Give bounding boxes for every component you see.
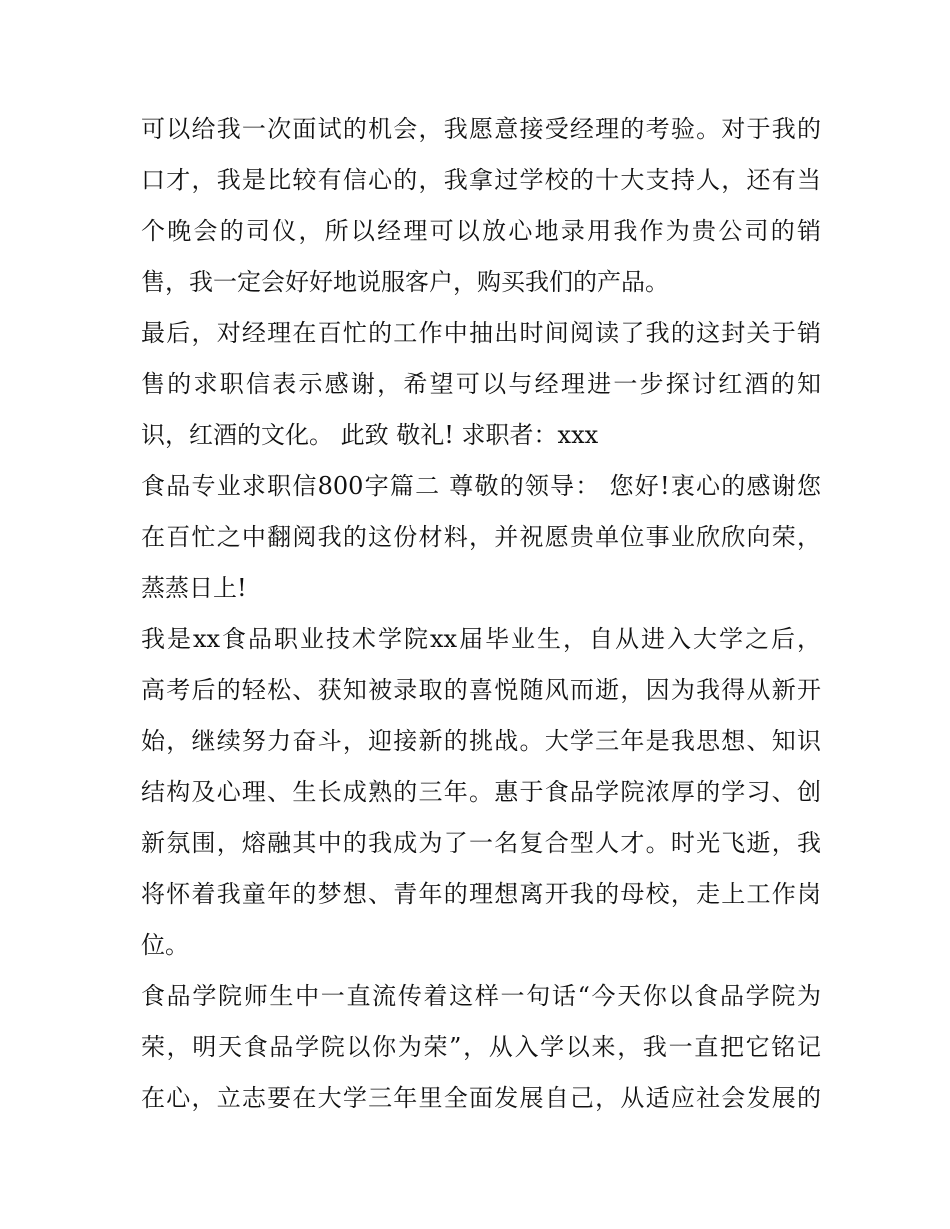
text-line: 荣，明天食品学院以你为荣”，从入学以来，我一直把它铭记 (141, 1033, 821, 1061)
text-line: 识，红酒的文化。 此致 敬礼! 求职者：xxx (141, 421, 599, 449)
text-line: 我是xx食品职业技术学院xx届毕业生，自从进入大学之后， (141, 625, 821, 653)
text-line: 食品学院师生中一直流传着这样一句话“今天你以食品学院为 (141, 982, 821, 1010)
text-line: 始，继续努力奋斗，迎接新的挑战。大学三年是我思想、知识 (141, 727, 821, 755)
text-line: 食品专业求职信800字篇二 尊敬的领导： 您好!衷心的感谢您 (141, 472, 821, 500)
text-line: 最后，对经理在百忙的工作中抽出时间阅读了我的这封关于销 (141, 319, 821, 347)
text-line: 在心，立志要在大学三年里全面发展自己，从适应社会发展的 (141, 1084, 821, 1112)
text-line: 将怀着我童年的梦想、青年的理想离开我的母校，走上工作岗 (141, 880, 821, 908)
text-line: 蒸蒸日上! (141, 574, 247, 602)
text-line: 位。 (141, 931, 189, 959)
text-line: 售的求职信表示感谢，希望可以与经理进一步探讨红酒的知 (141, 370, 821, 398)
text-line: 新氛围，熔融其中的我成为了一名复合型人才。时光飞逝，我 (141, 829, 821, 857)
document-body (141, 104, 821, 1124)
text-line: 口才，我是比较有信心的，我拿过学校的十大支持人，还有当 (141, 166, 821, 194)
text-line: 售，我一定会好好地说服客户，购买我们的产品。 (141, 268, 669, 296)
text-line: 结构及心理、生长成熟的三年。惠于食品学院浓厚的学习、创 (141, 778, 821, 806)
text-line: 可以给我一次面试的机会，我愿意接受经理的考验。对于我的 (141, 115, 821, 143)
text-line: 在百忙之中翻阅我的这份材料，并祝愿贵单位事业欣欣向荣， (141, 523, 821, 551)
text-line: 个晚会的司仪，所以经理可以放心地录用我作为贵公司的销 (141, 217, 821, 245)
text-line: 高考后的轻松、获知被录取的喜悦随风而逝，因为我得从新开 (141, 676, 821, 704)
